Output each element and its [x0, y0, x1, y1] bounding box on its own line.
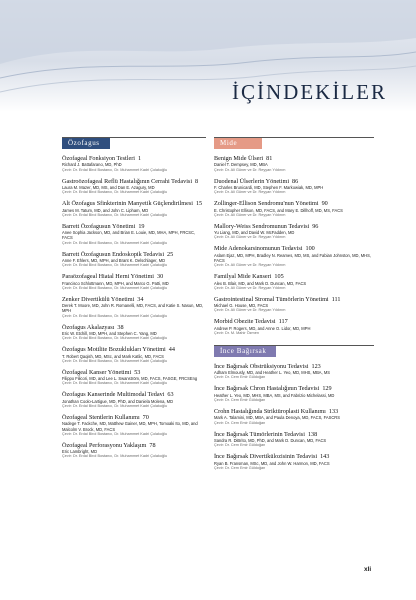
toc-entry-page: 129 — [322, 385, 332, 393]
toc-entry-title: Özofagus Kanserinde Multimodal Tedavi — [62, 391, 165, 399]
toc-entry[interactable] — [214, 408, 374, 425]
toc-entry-page: 111 — [331, 295, 341, 303]
toc-entry-page: 78 — [149, 441, 156, 449]
toc-entry-title-line — [62, 223, 206, 230]
toc-entry-page: 90 — [321, 200, 328, 208]
toc-entry[interactable] — [62, 324, 206, 341]
toc-entry-translator: Çevir: Dr. Ali Güner ve Dr. Reyyan Yıldırım — [214, 212, 286, 217]
toc-entry-title-line — [62, 251, 206, 258]
toc-entry-translator: Çevir: Dr. Erdal Birol Bostancı, Dr. Muhammet Kadri Çolakoğlu — [62, 381, 168, 386]
toc-entry-page: 143 — [320, 453, 330, 461]
toc-entry-authors: Mark A. Talamini, MD, MBA, and Paula Denoya, MD, FACS, FASCRS — [214, 415, 340, 421]
toc-entry-title: Benign Mide Ülseri — [214, 155, 264, 162]
toc-entry-title-line — [62, 178, 206, 185]
toc-entry-title-line — [214, 245, 374, 252]
toc-entry-translator: Çevir: Dr. Erdal Birol Bostancı, Dr. Muhammet Kadri Çolakoğlu — [62, 403, 168, 408]
toc-entry-title: Zenker Divertikülü Yönetimi — [62, 295, 135, 303]
toc-entry-title-line — [214, 318, 374, 325]
toc-entry-authors: Richard J. Battafarano, MD, PhD — [62, 162, 122, 168]
toc-entry-authors: Anee Sophia Jackson, MD, and Brian E. Louie, MD, MHA, MPH, FRCSC, FACS — [62, 230, 196, 241]
toc-entry-translator: Çevir: Dr. Erdal Birol Bostancı, Dr. Muhammet Kadri Çolakoğlu — [62, 431, 168, 436]
toc-entry-authors: T. Robert Qaqish, MD, MSc, and Mark Katlic, MD, FACS — [62, 353, 164, 359]
toc-entry-translator: Çevir: Dr. Erdal Birol Bostancı, Dr. Muhammet Kadri Çolakoğlu — [62, 313, 168, 318]
toc-entry-authors: Laura M. Mazer, MD, MS, and Dan E. Azagury, MD — [62, 185, 155, 190]
toc-entry[interactable] — [214, 431, 374, 448]
toc-entry-page: 19 — [138, 222, 145, 230]
left-column — [62, 137, 206, 464]
toc-entry[interactable] — [62, 223, 206, 246]
toc-entry-title: Gastroözofageal Reflü Hastalığının Cerrahi Tedavisi — [62, 177, 193, 185]
toc-entry-title-line — [214, 363, 374, 370]
section-label: Özofagus — [68, 139, 100, 147]
toc-entry-page: 117 — [278, 318, 288, 326]
toc-entry[interactable] — [214, 385, 374, 402]
toc-entry-authors: Yu Liang, MD, and David W. McFadden, MD — [214, 230, 295, 236]
toc-entry-page: 105 — [274, 273, 284, 281]
toc-entry-authors: Aslam Ejaz, MD, MPH, Bradley N. Reames, MD, MS, and Fabian Johnston, MD, MHS, FACS — [214, 252, 371, 263]
toc-entry-authors: Sandra R. DiBrito, MD, PhD, and Mark D. Duncan, MD, FACS — [214, 437, 327, 443]
toc-entry-translator: Çevir: Dr. Erdal Birol Bostancı, Dr. Muhammet Kadri Çolakoğlu — [62, 358, 168, 363]
toc-entry-title: İnce Bağırsak Tümörlerinin Tedavisi — [214, 430, 305, 438]
toc-entry-title-line — [62, 273, 206, 280]
toc-entry-page: 53 — [134, 368, 141, 376]
toc-entry-authors: Michael G. House, MD, FACS — [214, 303, 269, 309]
toc-entry-authors: Jonathan Coolo-Lartigue, MD, PhD, and Daniela Molena, MD — [62, 398, 174, 404]
toc-entry[interactable] — [62, 296, 206, 319]
toc-entry-authors: Heather L. Yeo, MD, MHS, MBA, MS, and Fabrizio Michelassi, MD — [214, 392, 335, 398]
toc-entry-title-line — [62, 155, 206, 162]
toc-entry-translator: Çevir: Dr. Cem Emir Güldoğan — [214, 397, 266, 402]
toc-entry-page: 123 — [311, 362, 321, 370]
toc-entry-title: Paraözofageal Hiatal Herni Yönetimi — [62, 273, 155, 281]
toc-entry-title: Özofagus Motilite Bozuklukları Yönetimi — [62, 346, 166, 354]
toc-entry-title-line — [214, 223, 374, 230]
toc-entry[interactable] — [214, 296, 374, 313]
section-header-mide — [214, 137, 374, 149]
toc-entry[interactable] — [62, 369, 206, 386]
section-header-ozofagus — [62, 137, 206, 149]
toc-entry-authors: E. Christopher Ellison, MD, FACS, and Mary E. Dillhoff, MD, MS, FACS — [214, 207, 343, 213]
toc-entry[interactable] — [214, 453, 374, 470]
section-header-ince-bagirsak — [214, 345, 374, 357]
toc-entry-page: 30 — [157, 273, 164, 281]
toc-entry-translator: Çevir: Dr. Erdal Birol Bostancı, Dr. Muhammet Kadri Çolakoğlu — [62, 212, 168, 217]
toc-entry-authors: Ryan B. Fransman, MSc, MD, and John W. Harmon, MD, FACS — [214, 460, 330, 466]
toc-entry[interactable] — [214, 363, 374, 380]
toc-entry-title-line — [214, 200, 374, 207]
toc-entry-title-line — [214, 296, 374, 303]
toc-entry-title: Barrett Özofagusun Endoskopik Tedavisi — [62, 250, 165, 258]
toc-entry-page: 25 — [167, 250, 174, 258]
toc-entry[interactable] — [62, 273, 206, 290]
right-column — [214, 137, 374, 476]
toc-entry[interactable] — [214, 245, 374, 268]
toc-entry-authors: James M. Tatum, MD, and John C. Lipham, MD — [62, 207, 149, 213]
toc-entry-title: Morbid Obezite Tedavisi — [214, 318, 276, 326]
toc-entry-title-line — [62, 414, 206, 421]
toc-entry-title: Özofagus Akalazyası — [62, 323, 115, 331]
toc-entry-page: 100 — [305, 245, 315, 253]
toc-entry-title-line — [62, 391, 206, 398]
toc-entry-title-line — [62, 346, 206, 353]
toc-entry-translator: Çevir: Dr. Ali Güner ve Dr. Reyyan Yıldırım — [214, 235, 286, 240]
toc-entry-authors: Eric W. Etchill, MD, MPH, and Stephen C. Yang, MD — [62, 330, 157, 336]
toc-entry-translator: Çevir: Dr. Erdal Birol Bostancı, Dr. Muhammet Kadri Çolakoğlu — [62, 167, 168, 172]
toc-entry[interactable] — [214, 318, 374, 335]
toc-list-mide — [214, 155, 374, 336]
toc-entry-authors: Derek T. Moore, MD, John R. Romanelli, MD, FACS, and Katie S. Nasun, MD, MPH — [62, 303, 204, 314]
toc-entry-title: Özofageal Perforasyonu Yaklaşım — [62, 441, 147, 449]
toc-entry[interactable] — [214, 178, 374, 195]
toc-entry-translator: Çevir: Dr. Ali Güner ve Dr. Reyyan Yıldırım — [214, 190, 286, 195]
toc-entry-page: 86 — [292, 177, 299, 185]
toc-entry-title-line — [214, 431, 374, 438]
toc-entry[interactable] — [214, 273, 374, 290]
toc-entry[interactable] — [62, 414, 206, 437]
toc-entry[interactable] — [62, 178, 206, 195]
toc-entry-translator: Çevir: Dr. Cem Emir Güldoğan — [214, 420, 266, 425]
toc-list-ince-bagirsak — [214, 363, 374, 471]
toc-entry-title-line — [214, 273, 374, 280]
toc-entry-translator: Çevir: Dr. Ali Güner ve Dr. Reyyan Yıldırım — [214, 263, 286, 268]
toc-entry-title-line — [214, 178, 374, 185]
toc-entry-authors: Nadege T. Fackche, MD, Matthew Gainer, MD, MPH, Tomoaki Ito, MD, and Malcolm V. Brock, MD, FACS — [62, 421, 198, 432]
toc-entry-title-line — [214, 385, 374, 392]
page-title: İÇİNDEKİLER — [232, 80, 387, 104]
toc-entry-title: Zollinger-Ellison Sendromu'nun Yönetimi — [214, 200, 319, 208]
toc-entry-page: 44 — [168, 346, 175, 354]
toc-entry-title: Özofageal Kanser Yönetimi — [62, 368, 132, 376]
toc-entry[interactable] — [62, 200, 206, 217]
toc-list-ozofagus — [62, 155, 206, 459]
toc-entry-authors: F. Charles Brunicardi, MD, Stephen F. Markowiak, MD, MPH — [214, 185, 324, 190]
toc-entry-translator: Çevir: Dr. Erdal Birol Bostancı, Dr. Muhammet Kadri Çolakoğlu — [62, 336, 168, 341]
toc-entry-page: 1 — [138, 155, 142, 162]
toc-entry-title: Familyal Mide Kanseri — [214, 273, 272, 281]
toc-entry-page: 81 — [266, 155, 273, 162]
toc-entry-page: 34 — [137, 295, 144, 303]
toc-entry-title: Özofageal Stentlerin Kullanımı — [62, 413, 140, 421]
toc-entry-translator: Çevir: Dr. Erdal Birol Bostancı, Dr. Muhammet Kadri Çolakoğlu — [62, 454, 168, 459]
toc-entry-title: Alt Özofagus Sfinkterinin Manyetik Güçlendirilmesi — [62, 200, 193, 208]
toc-entry-title: İnce Bağırsak Chron Hastalığının Tedavisi — [214, 385, 320, 393]
toc-entry[interactable] — [214, 223, 374, 240]
toc-entry-title-line — [214, 155, 374, 162]
toc-entry-title-line — [62, 369, 206, 376]
page-number: xli — [364, 566, 372, 573]
toc-entry-title-line — [62, 296, 206, 303]
toc-entry-translator: Çevir: Dr. Erdal Birol Bostancı, Dr. Muhammet Kadri Çolakoğlu — [62, 240, 168, 245]
toc-entry-title: Özofageal Fonksiyon Testleri — [62, 155, 135, 162]
toc-entry-title-line — [62, 200, 206, 207]
toc-entry-authors: Francisco Schlottmann, MD, MPH, and Marco G. Patti, MD — [62, 280, 169, 286]
toc-entry-page: 96 — [312, 222, 319, 230]
toc-entry-authors: Andrew P. Rogers, MD, and Anne O. Lidor, MD, MPH — [214, 325, 311, 331]
toc-entry-title: İnce Bağırsak Divertikülozisinin Tedavisi — [214, 453, 318, 461]
toc-entry-translator: Çevir: Dr. Erdal Birol Bostancı, Dr. Muhammet Kadri Çolakoğlu — [62, 190, 168, 195]
toc-entry-authors: Eric Lambright, MD — [62, 449, 98, 455]
toc-entry-title: Barrett Özofagusun Yönetimi — [62, 222, 136, 230]
toc-entry-translator: Çevir: Dr. Ali Güner ve Dr. Reyyan Yıldırım — [214, 167, 286, 172]
toc-entry[interactable] — [62, 442, 206, 459]
toc-entry[interactable] — [62, 391, 206, 408]
toc-entry-page: 15 — [195, 200, 203, 208]
toc-entry[interactable] — [214, 200, 374, 217]
toc-entry-page: 70 — [142, 413, 149, 421]
toc-entry-page: 63 — [167, 391, 174, 399]
section-label: İnce Bağırsak — [220, 346, 267, 355]
toc-entry-title-line — [214, 453, 374, 460]
toc-entry-translator: Çevir: Dr. Cem Emir Güldoğan — [214, 465, 266, 470]
toc-entry-title-line — [214, 408, 374, 415]
toc-entry[interactable] — [214, 155, 374, 172]
toc-entry-authors: Alex B. Blair, MD, and Mark D. Duncan, MD, FACS — [214, 280, 307, 286]
toc-entry-translator: Çevir: Dr. Cem Emir Güldoğan — [214, 443, 266, 448]
toc-entry-title: Duodenal Ülserlerin Yönetimi — [214, 177, 290, 185]
section-label: Mide — [220, 139, 238, 147]
toc-entry-title-line — [62, 324, 206, 331]
toc-entry-authors: Adham Elmously, MD, and Heather L. Yeo, MD, MHS, MBA, MS — [214, 370, 330, 376]
toc-entry-translator: Çevir: Dr. Ali Güner ve Dr. Reyyan Yıldırım — [214, 285, 286, 290]
toc-entry-translator: Çevir: Dr. Erdal Birol Bostancı, Dr. Muhammet Kadri Çolakoğlu — [62, 285, 168, 290]
toc-entry-page: 133 — [328, 407, 339, 415]
toc-entry-title: Mide Adenokarsinomunun Tedavisi — [214, 245, 303, 253]
toc-entry-translator: Çevir: Dr. Erdal Birol Bostancı, Dr. Muhammet Kadri Çolakoğlu — [62, 263, 168, 268]
toc-entry-title: Crohn Hastalığında Striktüroplasti Kullanımı — [214, 407, 326, 415]
toc-entry[interactable] — [62, 155, 206, 172]
toc-entry-page: 38 — [117, 323, 124, 331]
toc-entry-title: İnce Bağırsak Obstrüksiyonu Tedavisi — [214, 362, 309, 370]
page-header-band — [0, 0, 416, 112]
toc-entry-title: Mallory-Weiss Sendromunun Tedavisi — [214, 222, 310, 230]
toc-entry-page: 8 — [195, 177, 199, 185]
toc-entry[interactable] — [62, 346, 206, 363]
toc-entry-authors: Filippo Filicori, MD, and Lee L. Swanström, MD, FACS, FASGE, FRCSEng — [62, 376, 198, 382]
toc-entry-title: Gastrointestinal Stromal Tümörlerin Yönetimi — [214, 295, 329, 303]
toc-entry-title-line — [62, 442, 206, 449]
toc-entry-translator: Çevir: Dr. M. Mahir Özmen — [214, 330, 259, 335]
toc-entry-translator: Çevir: Dr. Cem Emir Güldoğan — [214, 375, 266, 380]
toc-entry-authors: Anne F. Ehlers, MD, MPH, and Brant K. Oelschlager, MD — [62, 257, 166, 263]
toc-entry-translator: Çevir: Dr. Ali Güner ve Dr. Reyyan Yıldırım — [214, 308, 286, 313]
toc-entry-page: 138 — [307, 430, 318, 438]
toc-entry[interactable] — [62, 251, 206, 268]
toc-entry-authors: Daniel T. Dempsey, MD, MBA — [214, 162, 268, 168]
